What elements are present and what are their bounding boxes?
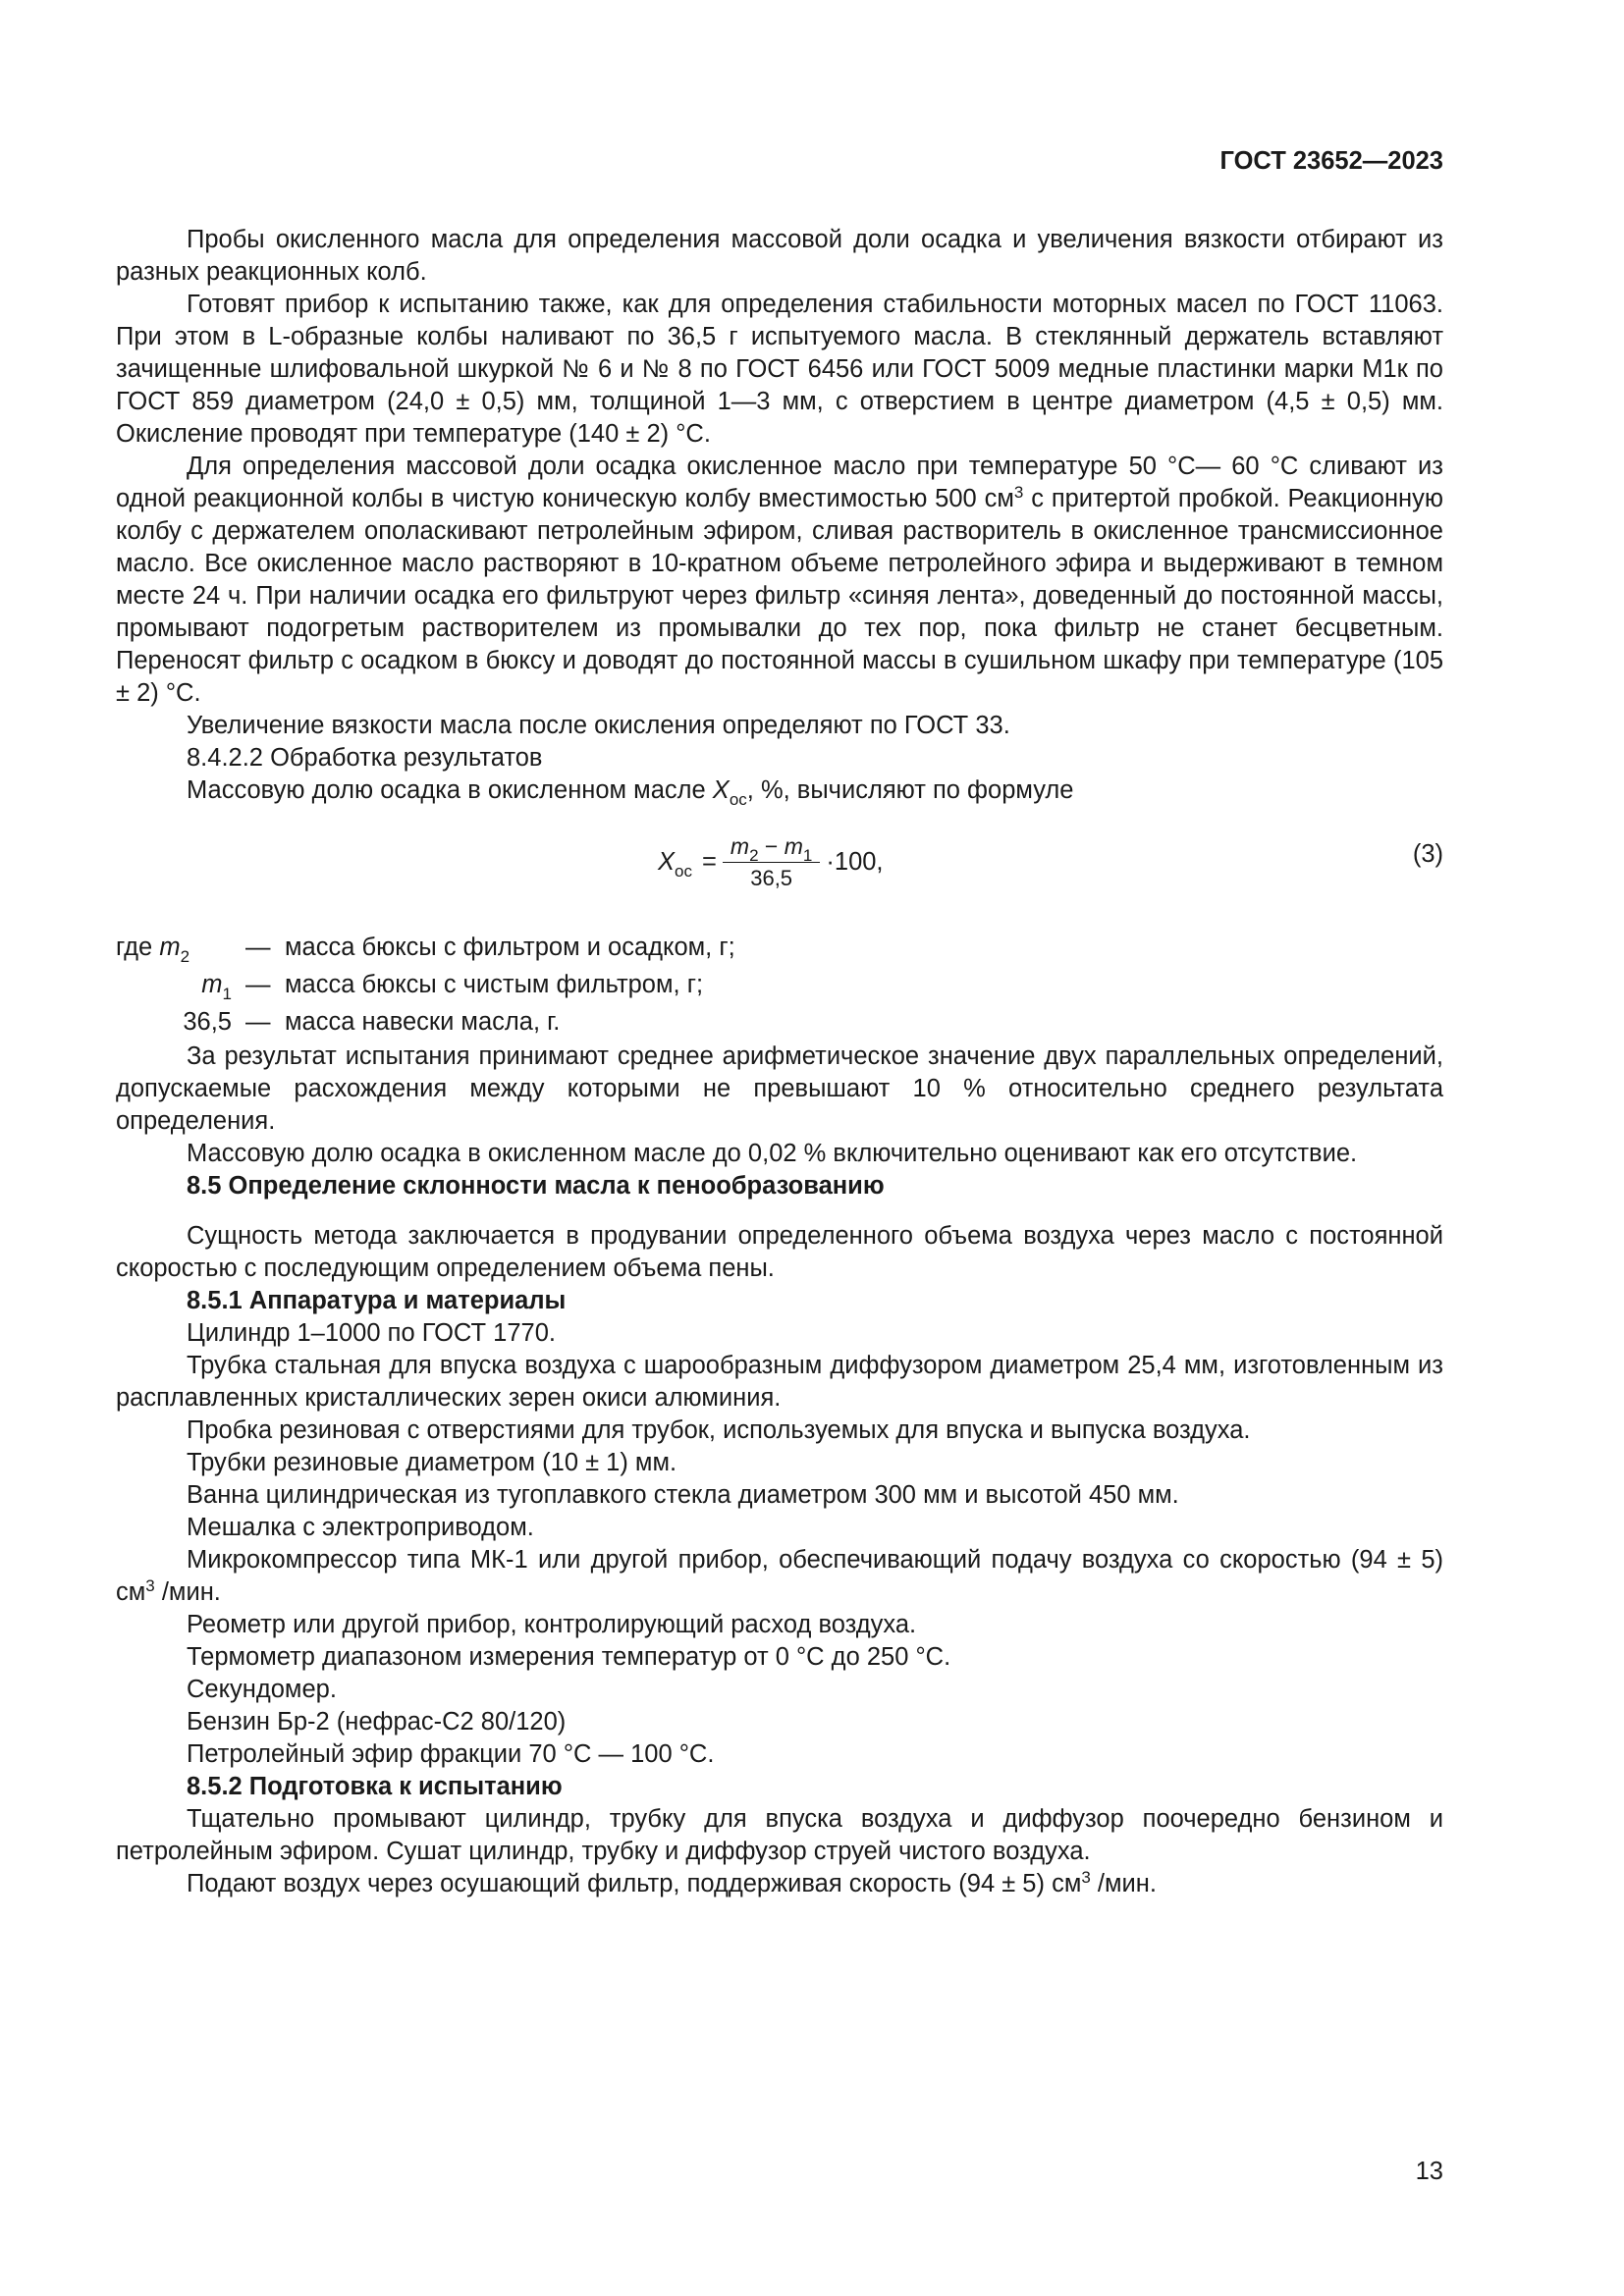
subscript: ос [675,862,692,881]
definition-dash: — [245,971,271,998]
text-run: с притертой пробкой. Реакционную колбу с держателем ополаскивают петролейным эфиром, сливая растворитель в окисленное трансмиссионное масло. Все окисленное масло растворяют в 10-кратном объеме петролейного эфира и выдерживают в темном месте 24 ч. При наличии осадка его фильтруют через фильтр «синяя лента», доведенный до постоянной массы, промывают подогретым растворителем из промывалки до тех пор, пока фильтр не станет бесцветным. Переносят фильтр с осадком в бюксу и доводят до постоянной массы в сушильном шкафу при температуре (105 ± 2) °С. [116,485,1443,707]
paragraph: За результат испытания принимают среднее арифметическое значение двух параллельных определений, допускаемые расхождения между которыми не превышают 10 % относительно среднего результата определения. [116,1042,1443,1135]
formula-lhs [658,848,692,881]
text-run: Микрокомпрессор типа МК-1 или другой прибор, обеспечивающий подачу воздуха со скоростью (94 ± 5) см [116,1546,1443,1606]
document-body [116,224,1443,1900]
paragraph: Тщательно промывают цилиндр, трубку для впуска воздуха и диффузор поочередно бензином и петролейным эфиром. Сушат цилиндр, трубку и диффузор струей чистого воздуха. [116,1805,1443,1865]
formula-equals: = [701,848,717,876]
variable: m [730,833,750,859]
subsection-heading: 8.5.1 Аппаратура и материалы [187,1287,567,1314]
definition-symbol: 36,5 [183,1008,232,1036]
paragraph: Массовую долю осадка в окисленном масле до 0,02 % включительно оценивают как его отсутствие. [187,1140,1358,1167]
where-word: где [116,934,153,961]
minus-sign: − [758,833,785,859]
fraction [723,832,821,892]
superscript: 3 [1081,1868,1091,1887]
list-item: Ванна цилиндрическая из тугоплавкого стекла диаметром 300 мм и высотой 450 мм. [187,1481,1179,1509]
superscript: 3 [1013,483,1024,502]
variable: m [159,934,181,961]
section-heading: 8.5 Определение склонности масла к пенообразованию [187,1172,885,1200]
section-heading: 8.4.2.2 Обработка результатов [187,744,543,772]
list-item: Цилиндр 1–1000 по ГОСТ 1770. [187,1319,556,1347]
text-run: , %, вычисляют по формуле [746,776,1074,804]
list-item: Реометр или другой прибор, контролирующий расход воздуха. [187,1611,917,1638]
list-item: Секундомер. [187,1676,337,1703]
text-run: Подают воздух через осушающий фильтр, поддерживая скорость (94 ± 5) см [187,1870,1082,1897]
list-item: Бензин Бр-2 (нефрас-С2 80/120) [187,1708,567,1735]
definition-text: масса бюксы с чистым фильтром, г; [285,971,704,998]
text-run: Для определения массовой доли осадка окисленное масло при температуре 50 °С— 60 °С сливают из одной реакционной колбы в чистую коническую колбу вместимостью 500 см [116,453,1443,512]
formula [658,832,884,892]
list-item: Петролейный эфир фракции 70 °С — 100 °С. [187,1740,715,1768]
paragraph: Сущность метода заключается в продувании определенного объема воздуха через масло с постоянной скоростью с последующим определением объема пены. [116,1222,1443,1282]
paragraph [116,774,1443,807]
list-item: Пробка резиновая с отверстиями для трубок, используемых для впуска и выпуска воздуха. [187,1416,1251,1444]
paragraph: Пробы окисленного масла для определения массовой доли осадка и увеличения вязкости отбирают из разных реакционных колб. [116,226,1443,286]
subscript: 2 [749,846,759,865]
fraction-numerator [723,832,821,863]
subsection-heading: 8.5.2 Подготовка к испытанию [187,1773,563,1800]
variable: m [784,833,803,859]
text-run: /мин. [1090,1870,1157,1897]
superscript: 3 [145,1576,155,1595]
list-item: Трубка стальная для впуска воздуха с шарообразным диффузором диаметром 25,4 мм, изготовленным из расплавленных кристаллических зерен окиси алюминия. [116,1352,1443,1412]
paragraph [116,1868,1443,1900]
definition-row [116,1003,1443,1041]
fraction-denominator: 36,5 [750,866,793,890]
definition-row [116,966,1443,1003]
formula-tail: ·100, [826,848,884,876]
definition-text: масса навески масла, г. [285,1008,561,1036]
list-item [116,1544,1443,1609]
list-item: Мешалка с электроприводом. [187,1514,534,1541]
variable: X [658,848,676,876]
formula-block [116,821,1443,929]
formula-number: (3) [1412,840,1443,868]
definition-text: масса бюксы с фильтром и осадком, г; [285,934,735,961]
subscript: ос [729,790,747,809]
page-number: 13 [1415,2158,1443,2185]
subscript: 1 [222,985,232,1003]
subscript: 1 [802,846,813,865]
definition-symbol [116,929,245,966]
variable: X [712,776,730,804]
subscript: 2 [180,947,190,966]
text-run: Массовую долю осадка в окисленном масле [187,776,713,804]
variable-definitions [116,929,1443,1041]
definition-dash: — [245,934,271,961]
document-page [116,0,1443,2296]
paragraph [116,451,1443,710]
standard-header: ГОСТ 23652—2023 [1219,147,1443,175]
paragraph: Увеличение вязкости масла после окисления определяют по ГОСТ 33. [187,712,1010,739]
paragraph: Готовят прибор к испытанию также, как для определения стабильности моторных масел по ГОСТ 11063. При этом в L-образные колбы наливают по 36,5 г испытуемого масла. В стеклянный держатель вставляют зачищенные шлифовальной шкуркой № 6 и № 8 по ГОСТ 6456 или ГОСТ 5009 медные пластинки марки М1к по ГОСТ 859 диаметром (24,0 ± 0,5) мм, толщиной 1—3 мм, с отверстием в центре диаметром (4,5 ± 0,5) мм. Окисление проводят при температуре (140 ± 2) °С. [116,291,1443,448]
text-run: /мин. [154,1578,221,1606]
definition-row [116,929,1443,966]
list-item: Термометр диапазоном измерения температур от 0 °С до 250 °С. [187,1643,951,1671]
variable: m [201,971,223,998]
definition-symbol [116,966,245,1003]
definition-dash: — [245,1008,271,1036]
list-item: Трубки резиновые диаметром (10 ± 1) мм. [187,1449,677,1476]
